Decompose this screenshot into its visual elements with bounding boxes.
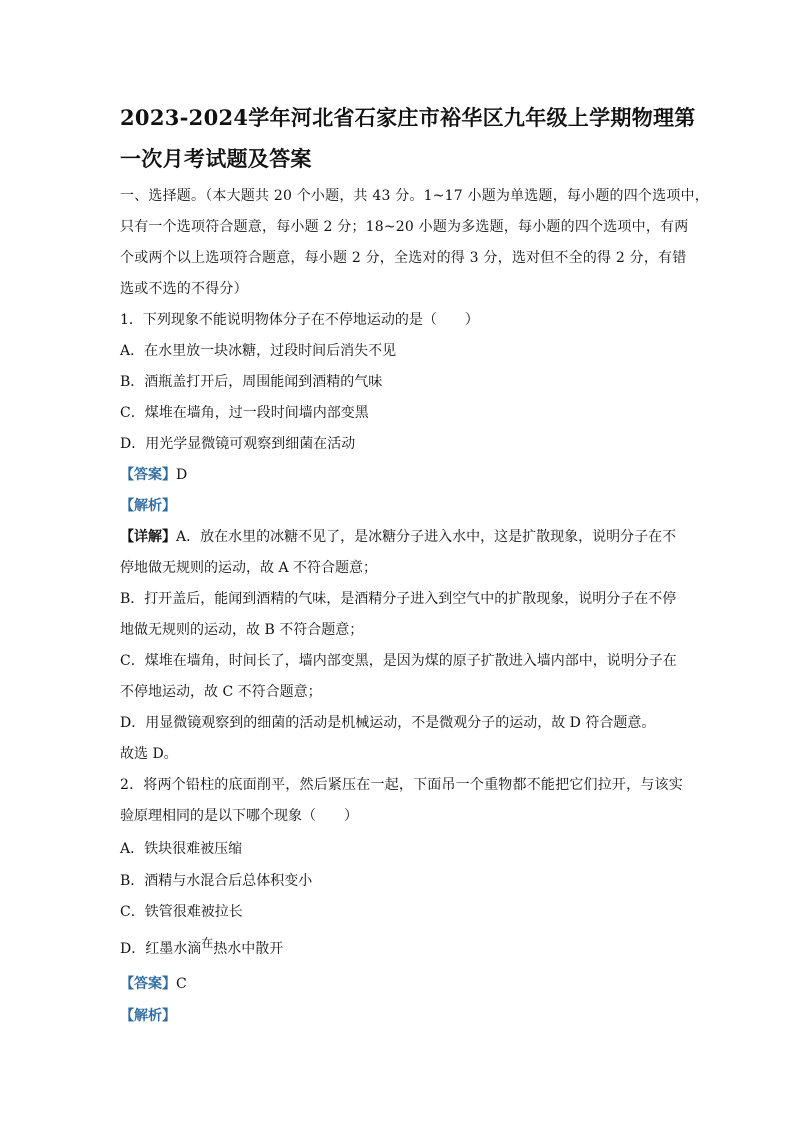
q1-detail-line-1 — [120, 526, 676, 548]
section-intro-line-3: 个或两个以上选项符合题意，每小题 2 分，全选对的得 3 分，选对但不全的得 2 分，有错 — [120, 250, 687, 266]
q2-option-d — [120, 938, 283, 960]
section-intro-line-4: 选或不选的不得分） — [120, 281, 248, 297]
q1-detail-line-6: 不停地运动，故 C 不符合题意； — [120, 684, 322, 700]
q1-detail-text-1: A．放在水里的冰糖不见了，是冰糖分子进入水中，这是扩散现象，说明分子在不 — [176, 529, 677, 545]
q2-answer-value: C — [176, 976, 187, 992]
q1-stem: 1．下列现象不能说明物体分子在不停地运动的是（ ） — [120, 312, 479, 328]
q2-option-a: A．铁块很难被压缩 — [120, 841, 243, 857]
q2-option-d-post: 热水中散开 — [213, 941, 284, 957]
q1-option-c: C．煤堆在墙角，过一段时间墙内部变黑 — [120, 405, 369, 421]
q2-option-c: C．铁管很难被拉长 — [120, 904, 243, 920]
q1-answer-value: D — [176, 467, 188, 483]
q1-detail-line-5: C．煤堆在墙角，时间长了，墙内部变黑，是因为煤的原子扩散进入墙内部中，说明分子在 — [120, 653, 677, 669]
q1-answer-label: 【答案】 — [120, 467, 176, 483]
q2-answer — [120, 973, 187, 995]
q2-option-b: B．酒精与水混合后总体积变小 — [120, 873, 313, 889]
q2-analysis — [120, 1005, 176, 1027]
q2-answer-label: 【答案】 — [120, 976, 176, 992]
q1-detail-line-7: D．用显微镜观察到的细菌的活动是机械运动，不是微观分子的运动，故 D 符合题意。 — [120, 715, 656, 731]
section-intro-line-2: 只有一个选项符合题意，每小题 2 分；18~20 小题为多选题，每小题的四个选项中，有两 — [120, 219, 689, 235]
q1-detail-label: 【详解】 — [120, 529, 176, 545]
q1-analysis-label: 【解析】 — [120, 498, 176, 514]
q1-detail-line-8: 故选 D。 — [120, 746, 178, 762]
q1-analysis — [120, 495, 176, 517]
q2-option-d-pre: D．红墨水滴 — [120, 941, 202, 957]
q1-option-d: D．用光学显微镜可观察到细菌在活动 — [120, 436, 356, 452]
q2-stem-line-2: 验原理相同的是以下哪个现象（ ） — [120, 808, 358, 824]
q1-detail-line-3: B．打开盖后，能闻到酒精的气味，是酒精分子进入到空气中的扩散现象，说明分子在不停 — [120, 591, 677, 607]
q1-option-b: B．酒瓶盖打开后，周围能闻到酒精的气味 — [120, 374, 383, 390]
q1-option-a: A．在水里放一块冰糖，过段时间后消失不见 — [120, 343, 397, 359]
q2-analysis-label: 【解析】 — [120, 1008, 176, 1024]
q2-stem-line-1: 2．将两个铅柱的底面削平，然后紧压在一起，下面吊一个重物都不能把它们拉开，与该实 — [120, 777, 683, 793]
section-intro-line-1: 一、选择题。（本大题共 20 个小题，共 43 分。1~17 小题为单选题，每小题的四个选项中， — [120, 188, 709, 204]
q2-option-d-raised: 在 — [201, 936, 214, 950]
q1-answer — [120, 464, 187, 486]
q1-detail-line-2: 停地做无规则的运动，故 A 不符合题意； — [120, 560, 378, 576]
document-title-line-2: 一次月考试题及答案 — [120, 146, 312, 171]
q1-detail-line-4: 地做无规则的运动，故 B 不符合题意； — [120, 622, 364, 638]
document-title-line-1: 2023-2024学年河北省石家庄市裕华区九年级上学期物理第 — [120, 105, 696, 130]
